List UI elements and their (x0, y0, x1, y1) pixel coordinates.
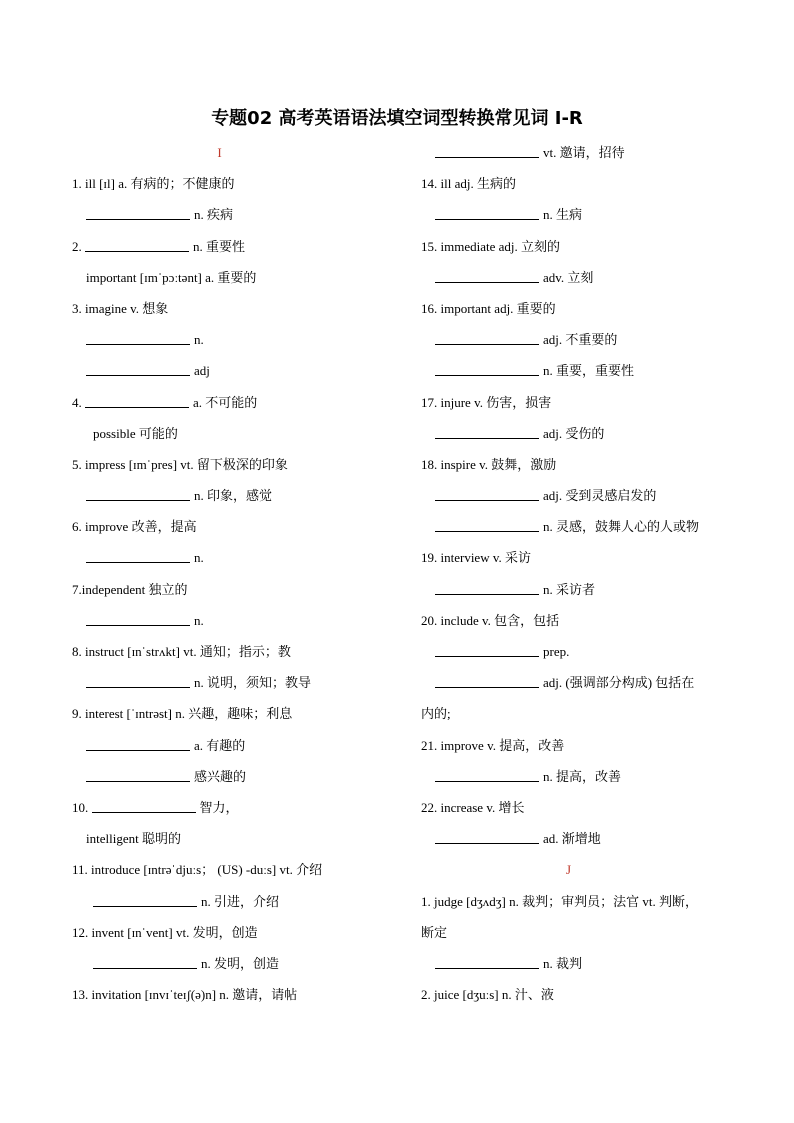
answer-blank[interactable] (86, 548, 190, 563)
line-text: n. (194, 612, 204, 628)
vocab-line (72, 204, 427, 235)
line-text: 22. increase v. 增长 (421, 799, 525, 815)
line-text: n. (194, 332, 204, 348)
line-text: 8. instruct [ɪnˈstrʌkt] vt. 通知；指示；教 (72, 644, 291, 659)
vocab-line (72, 641, 427, 672)
answer-blank[interactable] (86, 361, 190, 376)
line-text: 19. interview v. 采访 (421, 550, 531, 566)
answer-blank[interactable] (435, 673, 539, 688)
vocab-line (72, 516, 427, 547)
vocab-line (72, 703, 427, 734)
vocab-line (72, 859, 427, 890)
vocab-line (72, 392, 427, 423)
vocab-line (72, 423, 427, 454)
vocab-line (421, 267, 776, 298)
line-text: 智力， (199, 799, 239, 815)
line-text: 14. ill adj. 生病的 (421, 176, 516, 192)
line-text: adj. 受到灵感启发的 (543, 488, 657, 504)
item-number: 4. (72, 394, 85, 410)
vocab-line (72, 797, 427, 828)
vocab-line (72, 579, 427, 610)
vocab-line (72, 454, 427, 485)
answer-blank[interactable] (85, 237, 189, 252)
line-text: 内的; (421, 706, 451, 722)
line-text: 7.independent 独立的 (72, 581, 188, 597)
item-number: 10. (72, 799, 92, 815)
line-text: adj. 不重要的 (543, 332, 618, 348)
line-text: n. 发明，创造 (201, 955, 280, 971)
line-text: 1. judge [dʒʌdʒ] n. 裁判；审判员；法官 vt. 判断， (421, 893, 698, 909)
page-title: 专题02 高考英语语法填空词型转换常见词 I-R (211, 108, 583, 129)
line-text: J (565, 862, 572, 878)
answer-blank[interactable] (93, 892, 197, 907)
line-text: n. 采访者 (543, 581, 596, 597)
line-text: n. 重要，重要性 (543, 363, 635, 379)
vocab-line (421, 922, 776, 953)
line-text: ad. 渐增地 (543, 831, 601, 847)
answer-blank[interactable] (86, 767, 190, 782)
vocab-line (72, 610, 427, 641)
vocab-line (421, 392, 776, 423)
vocab-line (421, 423, 776, 454)
item-number: 2. (72, 238, 85, 254)
line-text: 9. interest [ˈɪntrəst] n. 兴趣，趣味；利息 (72, 706, 293, 722)
vocab-line (72, 173, 427, 204)
left-column (72, 142, 427, 1015)
line-text: 18. inspire v. 鼓舞，激励 (421, 456, 557, 472)
vocab-line (72, 236, 427, 267)
answer-blank[interactable] (86, 486, 190, 501)
line-text: adj. 受伤的 (543, 425, 605, 441)
line-text: 15. immediate adj. 立刻的 (421, 238, 561, 254)
line-text: 6. improve 改善，提高 (72, 519, 197, 535)
vocab-line (421, 735, 776, 766)
answer-blank[interactable] (435, 268, 539, 283)
line-text: a. 有趣的 (194, 737, 246, 753)
line-text: n. 裁判 (543, 955, 583, 971)
line-text: n. 说明，须知；教导 (194, 675, 312, 691)
line-text: prep. (543, 644, 570, 659)
vocab-line (72, 360, 427, 391)
line-text: vt. 邀请，招待 (543, 145, 625, 160)
answer-blank[interactable] (435, 767, 539, 782)
vocab-line (421, 360, 776, 391)
vocab-line (72, 766, 427, 797)
answer-blank[interactable] (86, 205, 190, 220)
vocab-line (72, 828, 427, 859)
vocab-line (72, 329, 427, 360)
right-column (421, 142, 776, 1015)
vocab-line (421, 766, 776, 797)
vocab-line (72, 891, 427, 922)
vocab-line (72, 922, 427, 953)
vocab-line (72, 984, 427, 1015)
vocab-line (72, 953, 427, 984)
vocab-line (72, 485, 427, 516)
line-text: 1. ill [ɪl] a. 有病的；不健康的 (72, 176, 235, 192)
answer-blank[interactable] (85, 393, 189, 408)
line-text: 12. invent [ɪnˈvent] vt. 发明，创造 (72, 924, 258, 940)
line-text: intelligent 聪明的 (86, 831, 181, 847)
line-text: 11. introduce [ɪntrəˈdjuːs； (US) -duːs] vt. 介绍 (72, 862, 323, 878)
line-text: 13. invitation [ɪnvɪˈteɪʃ(ə)n] n. 邀请，请帖 (72, 987, 298, 1003)
line-text: n. 疾病 (194, 207, 234, 223)
line-text: 断定 (421, 924, 448, 940)
answer-blank[interactable] (435, 424, 539, 439)
line-text: 5. impress [ɪmˈpres] vt. 留下极深的印象 (72, 456, 288, 472)
line-text: important [ɪmˈpɔːtənt] a. 重要的 (86, 269, 257, 285)
vocab-line (72, 267, 427, 298)
line-text: adj (194, 363, 210, 379)
answer-blank[interactable] (86, 736, 190, 751)
line-text: n. 引进，介绍 (201, 893, 280, 909)
vocab-line (421, 579, 776, 610)
answer-blank[interactable] (435, 954, 539, 969)
answer-blank[interactable] (435, 517, 539, 532)
answer-blank[interactable] (86, 673, 190, 688)
vocab-line (72, 672, 427, 703)
vocab-line (421, 236, 776, 267)
answer-blank[interactable] (435, 143, 539, 158)
vocab-line (72, 298, 427, 329)
vocab-line (72, 735, 427, 766)
section-letter (72, 142, 427, 173)
answer-blank[interactable] (435, 330, 539, 345)
line-text: n. 灵感，鼓舞人心的人或物 (543, 519, 700, 535)
answer-blank[interactable] (435, 580, 539, 595)
line-text: n. 提高，改善 (543, 768, 622, 784)
line-text: 2. juice [dʒuːs] n. 汁、液 (421, 987, 554, 1003)
line-text: 感兴趣的 (194, 768, 247, 784)
line-text: 17. injure v. 伤害，损害 (421, 394, 552, 410)
answer-blank[interactable] (93, 954, 197, 969)
answer-blank[interactable] (92, 798, 196, 813)
line-text: I (217, 145, 222, 160)
line-text: adj. (强调部分构成) 包括在 (543, 675, 695, 691)
vocab-line (72, 547, 427, 578)
answer-blank[interactable] (435, 205, 539, 220)
vocab-line (421, 298, 776, 329)
line-text: n. 重要性 (193, 238, 246, 254)
vocab-line (421, 891, 776, 922)
vocab-line (421, 641, 776, 672)
line-text: possible 可能的 (93, 425, 178, 441)
answer-blank[interactable] (435, 642, 539, 657)
vocab-line (421, 485, 776, 516)
answer-blank[interactable] (435, 486, 539, 501)
vocab-line (421, 828, 776, 859)
section-letter (421, 859, 776, 890)
answer-blank[interactable] (86, 330, 190, 345)
answer-blank[interactable] (86, 611, 190, 626)
answer-blank[interactable] (435, 361, 539, 376)
line-text: a. 不可能的 (193, 394, 258, 410)
vocab-line (421, 516, 776, 547)
vocab-line (421, 797, 776, 828)
vocab-line (421, 672, 776, 703)
vocab-line (421, 703, 776, 734)
vocab-line (421, 610, 776, 641)
vocab-line (421, 142, 776, 173)
line-text: n. (194, 550, 204, 566)
line-text: n. 印象，感觉 (194, 488, 273, 504)
vocab-line (421, 454, 776, 485)
line-text: 21. improve v. 提高，改善 (421, 737, 565, 753)
vocab-line (421, 329, 776, 360)
line-text: adv. 立刻 (543, 269, 594, 285)
vocab-line (421, 953, 776, 984)
vocab-line (421, 984, 776, 1015)
answer-blank[interactable] (435, 829, 539, 844)
vocab-line (421, 173, 776, 204)
vocab-line (421, 547, 776, 578)
line-text: 3. imagine v. 想象 (72, 300, 169, 316)
line-text: n. 生病 (543, 207, 583, 223)
vocab-line (421, 204, 776, 235)
line-text: 20. include v. 包含，包括 (421, 612, 560, 628)
line-text: 16. important adj. 重要的 (421, 300, 556, 316)
